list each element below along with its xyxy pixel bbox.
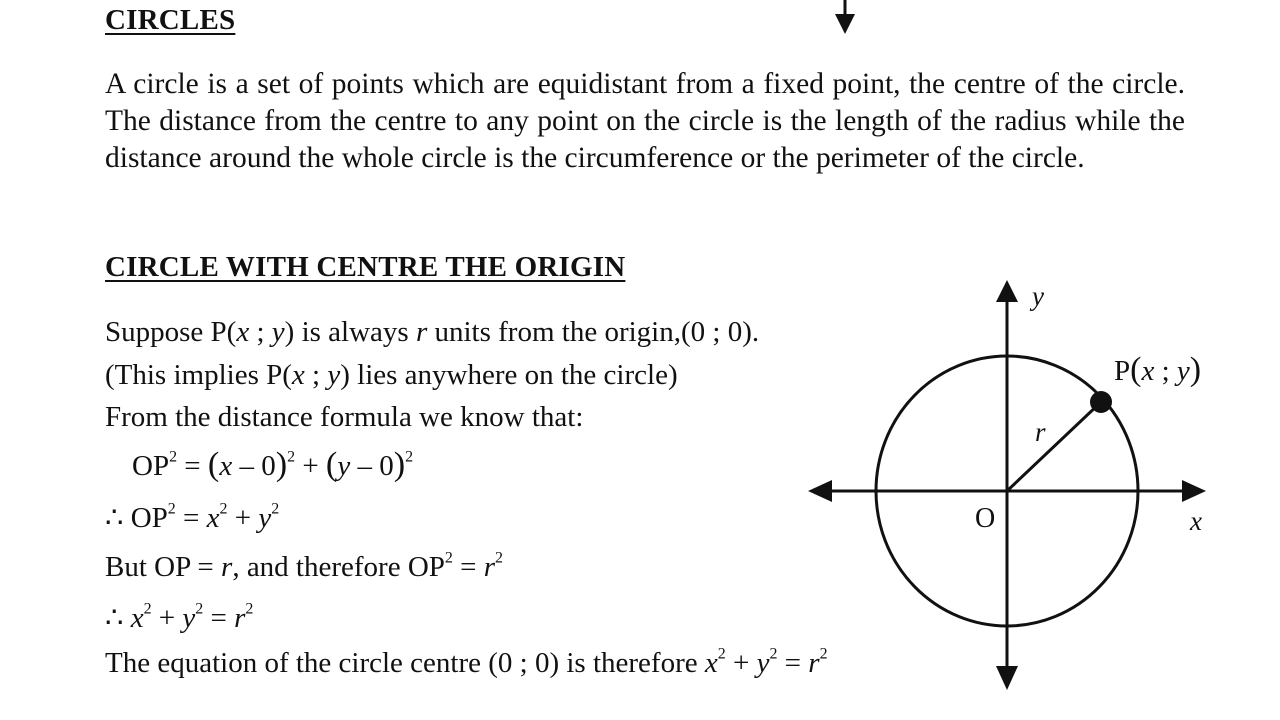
x-axis-left-arrow: [808, 480, 832, 502]
circle-equation-conclusion: The equation of the circle centre (0 ; 0) is therefore $x^2 + y^2 = r^2$: [105, 645, 828, 679]
implies-line: (This implies P(x ; y) lies anywhere on the circle): [105, 359, 678, 391]
title-circles: CIRCLES: [105, 4, 236, 36]
radius-label: r: [1035, 417, 1046, 447]
intro-paragraph: A circle is a set of points which are equidistant from a fixed point, the centre of the circle. The distance from the centre to any point on the circle is the length of the radius while the distance around the whole circle is the circumference or the perimeter of the circle.: [105, 68, 1185, 174]
op-squared-equation: $OP^2 = (x - 0)^2 + (y - 0)^2$: [132, 446, 414, 483]
suppose-line: Suppose P(x ; y) is always r units from the origin,(0 ; 0).: [105, 316, 760, 348]
x-axis-right-arrow: [1182, 480, 1206, 502]
y-axis-down-arrow: [996, 666, 1018, 690]
title-circle-centre-origin: CIRCLE WITH CENTRE THE ORIGIN: [105, 251, 626, 283]
op-squared-result: ∴ $OP^2 = x^2 + y^2$: [105, 500, 280, 534]
origin-label: O: [975, 503, 996, 534]
radius-line: [1007, 402, 1101, 491]
top-arrow-fragment: [835, 0, 855, 34]
point-p: [1090, 391, 1112, 413]
y-axis-label: y: [1032, 281, 1044, 311]
point-p-label: P(x ; y): [1114, 351, 1202, 388]
op-equals-r-line: But OP = r, and therefore $OP^2 = r^2$: [105, 549, 503, 583]
distance-formula-line: From the distance formula we know that:: [105, 401, 584, 433]
circle-equation-derived: ∴ $x^2 + y^2 = r^2$: [105, 600, 254, 634]
y-axis-up-arrow: [996, 280, 1018, 302]
x-axis-label: x: [1190, 506, 1202, 536]
